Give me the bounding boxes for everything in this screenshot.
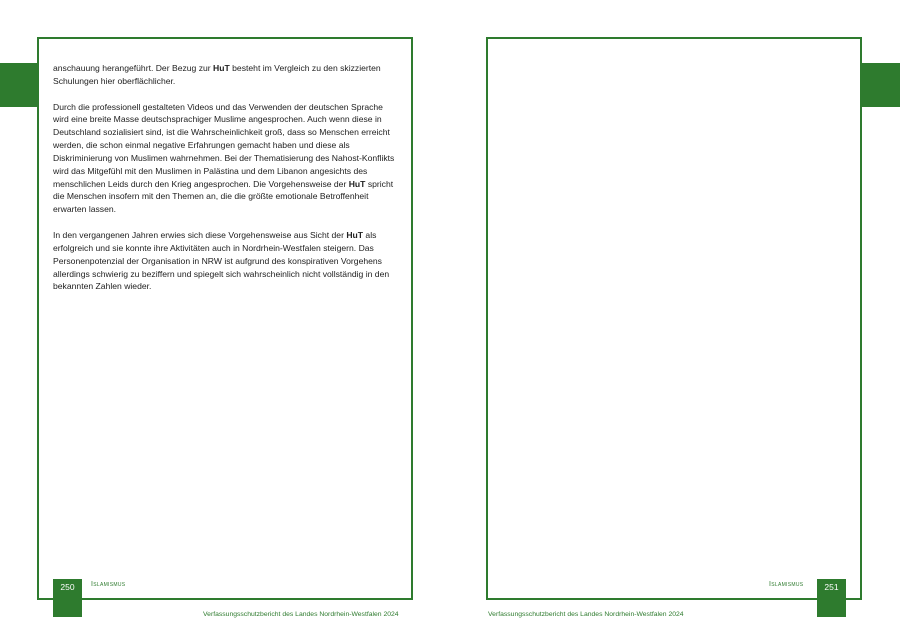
left-page-body [53, 62, 395, 306]
text-run: spricht die Menschen insofern mit den Themen an, die die größte emotionale Betroffenheit erwarten lassen. [53, 178, 394, 215]
bold-run: HuT [346, 229, 364, 240]
page-number-left: 250 [53, 579, 82, 617]
paragraph [53, 229, 395, 293]
text-run: als erfolgreich und sie konnte ihre Aktivitäten auch in Nordrhein-Westfalen steigern. Das Personenpotenzial der Organisation in NRW ist aufgrund des konspirativen Vorgehens allerdings schwierig zu beziffern und spiegelt sich wahrscheinlich nicht vollständig in den bekannten Zahlen wieder. [53, 229, 390, 292]
text-run: Durch die professionell gestalteten Videos und das Verwenden der deutschen Sprache wird eine breite Masse deutschsprachiger Muslime angesprochen. Auch wenn diese in Deutschland sozialisiert sind, ist die Wahrscheinlichkeit groß, dass so Menschen erreicht werden, die schon einmal negative Erfahrungen gemacht haben und diese als Diskriminierung von Muslimen wahrnehmen. Bei der Thematisierung des Nahost-Konflikts wird das Mitgefühl mit den Muslimen in Palästina und dem Libanon angesichts des menschlichen Leids durch den Krieg angesprochen. Die Vorgehensweise der [53, 101, 395, 189]
right-page-frame [486, 37, 862, 600]
bold-run: HuT [213, 63, 230, 73]
paragraph [53, 101, 395, 217]
bold-run: HuT [348, 178, 366, 189]
page-number-right: 251 [817, 579, 846, 617]
right-edge-tab [861, 63, 900, 107]
text-run: In den vergangenen Jahren erwies sich diese Vorgehensweise aus Sicht der [53, 229, 347, 240]
text-run: besteht im Vergleich zu den skizzierten Schulungen hier oberflächlicher. [53, 63, 381, 86]
paragraph [53, 62, 395, 88]
footer-left: Verfassungsschutzbericht des Landes Nordrhein-Westfalen 2024 [203, 611, 399, 618]
section-label-left: Islamismus [91, 581, 126, 588]
section-label-right: Islamismus [769, 581, 804, 588]
text-run: anschauung herangeführt. Der Bezug zur [53, 63, 214, 73]
footer-right: Verfassungsschutzbericht des Landes Nordrhein-Westfalen 2024 [488, 611, 684, 618]
left-edge-tab [0, 63, 38, 107]
